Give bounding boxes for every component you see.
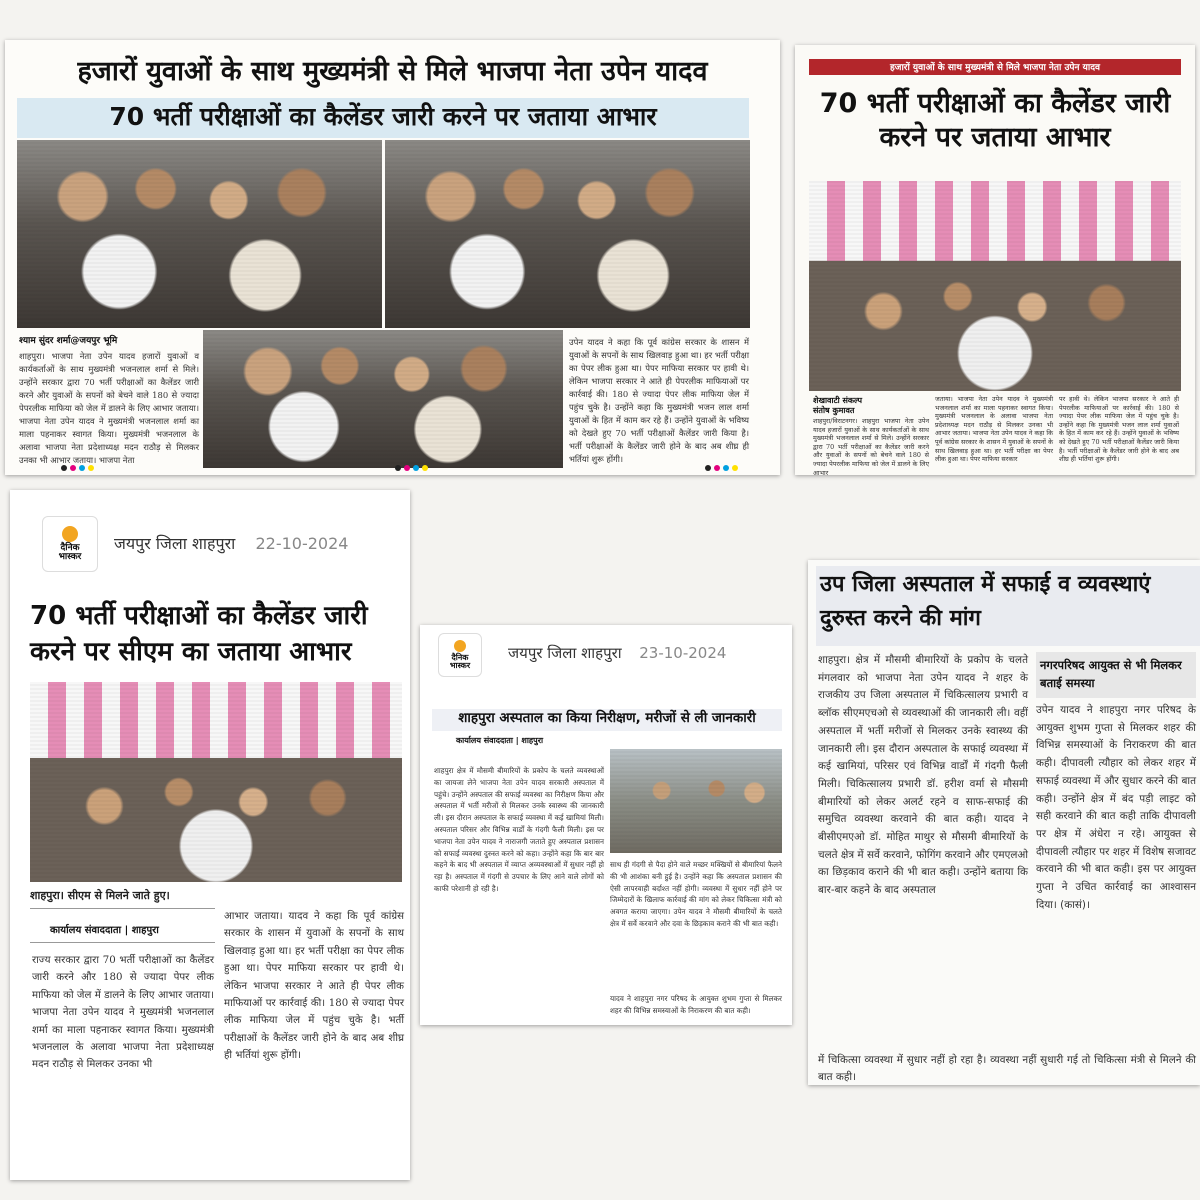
clipping-hospital-demand [808, 560, 1200, 1085]
clipping-bhaskar-23-oct [420, 625, 792, 1025]
clip3-bhaskar-logo [42, 516, 98, 572]
clip2-kicker: हजारों युवाओं के साथ मुख्यमंत्री से मिले भाजपा नेता उपेन यादव [889, 63, 1101, 73]
clip1-printers-marks [61, 465, 94, 471]
clip1-photo-bottom [203, 330, 563, 468]
clip3-caption: शाहपुरा। सीएम से मिलने जाते हुए। [30, 889, 170, 902]
clip5-headline: उप जिला अस्पताल में सफाई व व्यवस्थाएं दुरुस्त करने की मांग [820, 572, 1151, 632]
clip4-source: जयपुर जिला शाहपुरा [508, 644, 622, 662]
clip3-source-line [114, 532, 348, 554]
clip5-column-2b: में चिकित्सा व्यवस्था में सुधार नहीं हो रहा है। व्यवस्था नहीं सुधारी गई तो चिकित्सा मंत्री से मिलने की बात कही। [818, 1054, 1196, 1083]
clip2-byline-place: शेखावाटी संकल्प [813, 396, 862, 405]
clipping-bhaskar-22-oct [10, 490, 410, 1180]
clip5-column-1: शाहपुरा। क्षेत्र में मौसमी बीमारियों के प्रकोप के चलते मंगलवार को भाजपा नेता उपेन यादव ने शहर के राजकीय उप जिला अस्पताल में चिकित्सालय प्रभारी व ब्लॉक सीएमएचओ से व्यवस्थाओं की जानकारी ली। वहीं अस्पताल में भर्ती मरीजों से मिलकर उनके स्वास्थ्य की जानकारी ली। इस दौरान अस्पताल के सफाई व्यवस्था में कई खामियां, परिसर एवं विभिन्न वार्डों में गंदगी फैली मिली। चिकित्सालय प्रभारी डॉ. हरीश वर्मा से मौसमी बीमारियों को लेकर अलर्ट रहने व साफ-सफाई की समुचित व्यवस्था करवाने की बात कही। यादव ने बीसीएमएओ डॉ. मोहित माथुर से मौसमी बीमारियों के चलते क्षेत्र में सर्वे करवाने, फोगिंग करवाने और एमएलओ का छिड़काव कराने की भी बात कही। उन्होंने बताया कि बार-बार कहने के बाद अस्पताल [818, 654, 1028, 897]
clip2-photo [809, 181, 1181, 391]
clip4-column-2: साथ ही गंदगी से पैदा होने वाले मच्छर मक्खियों से बीमारियां फैलने की भी आशंका बनी हुई है। उन्होंने कहा कि अस्पताल प्रशासन की ऐसी लापरवाही बर्दाश्त नहीं होगी। व्यवस्था में सुधार नहीं होने पर जिम्मेदारों के खिलाफ कार्रवाई की मांग को लेकर चिकित्सा मंत्री को अवगत कराया जाएगा। उपेन यादव ने मौसमी बीमारियों के चलते क्षेत्र में सर्वे करवाने और दवा के छिड़काव कराने की भी बात कही। [610, 860, 782, 928]
clip3-rule [30, 908, 215, 909]
clip1-byline: श्याम सुंदर शर्मा@जयपुर भूमि [19, 336, 118, 346]
clip3-column-2: आभार जताया। यादव ने कहा कि पूर्व कांग्रेस सरकार के शासन में युवाओं के सपनों के साथ खिलवाड़ हुआ था। हर भर्ती परीक्षा का पेपर लीक हुआ था। पेपर माफिया सरकार पर हावी थे। लेकिन भाजपा सरकार ने आते ही पेपर लीक माफियाओं पर कार्रवाई की। 180 से ज्यादा पेपर लीक माफिया जेल में पहुंच चुके है। भर्ती परीक्षाओं के कैलेंडर जारी होने के बाद अब शीघ्र ही भर्तियां शुरू होंगी। [224, 911, 404, 1062]
clip1-subheadline: 70 भर्ती परीक्षाओं का कैलेंडर जारी करने पर जताया आभार [109, 102, 657, 131]
clip1-column-1: शाहपुरा। भाजपा नेता उपेन यादव हजारों युवाओं व कार्यकर्ताओं के साथ मुख्यमंत्री भजनलाल शर्मा से मिले। उन्होंने सरकार द्वारा 70 भर्ती परीक्षाओं का कैलेंडर जारी करने और युवाओं के सपनों को बेचने वाले 180 से ज्यादा पेपरलीक माफिया को जेल में डालने के लिए आभार जताया। भाजपा नेता उपेन यादव ने मुख्यमंत्री भजनलाल शर्मा का माला पहनाकर स्वागत किया। मुख्यमंत्री भजनलाल के अलावा भाजपा नेता प्रदेशाध्यक्ष मदन राठौड़ से मिलकर उनका भी आभार जताया। भाजपा नेता [19, 351, 199, 465]
clip2-headline: 70 भर्ती परीक्षाओं का कैलेंडर जारी करने पर जताया आभार [819, 88, 1171, 153]
clip4-date: 23-10-2024 [639, 644, 727, 662]
clip4-byline: कार्यालय संवाददाता | शाहपुरा [456, 736, 544, 745]
clip3-column-1: राज्य सरकार द्वारा 70 भर्ती परीक्षाओं का कैलेंडर जारी करने और 180 से ज्यादा पेपर लीक माफिया को जेल में डालने के लिए आभार जताया। भाजपा नेता उपेन यादव ने मुख्यमंत्री भजनलाल शर्मा का माला पहनाकर स्वागत किया। मुख्यमंत्री भजनलाल के अलावा भाजपा नेता प्रदेशाध्यक्ष मदन राठौड़ से मिलकर उनका भी [32, 955, 214, 1071]
clip2-byline-name: संतोष कुमावत [813, 406, 855, 415]
clip2-column-1: शाहपुरा/विराटनगर। शाहपुरा भाजपा नेता उपेन यादव हजारों युवाओं के साथ कार्यकर्ताओं के साथ मुख्यमंत्री भजनलाल शर्मा से मिले। उन्होंने सरकार द्वारा 70 भर्ती परीक्षाओं का कैलेंडर जारी करने और युवाओं के सपनों को बेचने वाले 180 से ज्यादा पेपरलीक माफिया को जेल में डालने के लिए आभार [813, 417, 929, 477]
clip4-headline: शाहपुरा अस्पताल का किया निरीक्षण, मरीजों से ली जानकारी [458, 710, 756, 726]
clip5-subhead: नगरपरिषद आयुक्त से भी मिलकर बताई समस्या [1040, 658, 1182, 691]
bhaskar-sun-icon [454, 640, 466, 652]
clip3-headline: 70 भर्ती परीक्षाओं का कैलेंडर जारी करने पर सीएम का जताया आभार [30, 601, 368, 668]
clip4-logo-text: दैनिक भास्कर [449, 652, 471, 670]
clip4-column-1: शाहपुरा क्षेत्र में मौसमी बीमारियों के प्रकोप के चलते व्यवस्थाओं का जायजा लेने भाजपा नेता उपेन यादव सरकारी अस्पताल में पहुंचे। उन्होंने अस्पताल की सफाई व्यवस्था का निरीक्षण किया और अस्पताल में भर्ती मरीजों से मिलकर उनके स्वास्थ्य की जानकारी ली। इस दौरान अस्पताल के सफाई व्यवस्था में कई खामियां मिली। अस्पताल परिसर और विभिन्न वार्डों के गंदगी फैली मिली। इस पर भाजपा नेता उपेन यादव ने नाराजगी जताते हुए अस्पताल प्रशासन को सफाई व्यवस्था दुरुस्त करने को कहा। उन्होंने कहा कि बार बार कहने के बाद भी अस्पताल में व्याप्त अव्यवस्थाओं में सुधार नहीं हो रहा है। अस्पताल में गंदगी से उपचार के लिए आने वाले लोगों को काफी परेशानी हो रही है। [434, 766, 604, 893]
clip2-column-2: जताया। भाजपा नेता उपेन यादव ने मुख्यमंत्री भजनलाल शर्मा का माला पहनाकर स्वागत किया। मुख्यमंत्री भजनलाल के अलावा भाजपा नेता प्रदेशाध्यक्ष मदन राठौड़ से मिलकर उनका भी आभार जताया। भाजपा नेता उपेन यादव ने कहा कि पूर्व कांग्रेस सरकार के शासन में युवाओं के सपनों के साथ खिलवाड़ हुआ था। हर भर्ती परीक्षा का पेपर लीक हुआ था। पेपर माफिया सरकार [935, 395, 1053, 464]
clip3-logo-text: दैनिक भास्कर [58, 542, 82, 562]
clip3-photo [30, 682, 402, 882]
clip1-photo-left [17, 140, 382, 328]
clipping-jaipur-bhoomi [5, 40, 780, 475]
clip4-photo [610, 749, 782, 853]
clip2-column-3: पर हावी थे। लेकिन भाजपा सरकार ने आते ही पेपरलीक माफियाओं पर कार्रवाई की। 180 से ज्यादा पेपर लीक माफिया जेल में पहुंच चुके है। उन्होंने कहा कि मुख्यमंत्री भजन लाल शर्मा युवाओं के हित में काम कर रहे हैं। उन्होंने युवाओं के भविष्य को देखते हुए 70 भर्ती परीक्षाओं कैलेंडर जारी किया है। भर्ती परीक्षाओं के कैलेंडर जारी होने के बाद अब शीघ्र ही भर्तियां शुरू होंगी। [1059, 395, 1179, 464]
clip4-bhaskar-logo [438, 633, 482, 677]
clip3-byline: कार्यालय संवाददाता | शाहपुरा [50, 925, 159, 936]
bhaskar-sun-icon [62, 526, 78, 542]
clipping-shekhawati-sankalp [795, 45, 1195, 475]
clip1-headline: हजारों युवाओं के साथ मुख्यमंत्री से मिले भाजपा नेता उपेन यादव [77, 56, 708, 87]
clip3-source: जयपुर जिला शाहपुरा [114, 534, 236, 553]
clip1-printers-marks-2 [395, 465, 428, 471]
clip1-photo-right [385, 140, 750, 328]
clip4-source-line [508, 643, 726, 663]
clip3-rule-2 [30, 942, 215, 943]
clip1-column-2: उपेन यादव ने कहा कि पूर्व कांग्रेस सरकार के शासन में युवाओं के सपनों के साथ खिलवाड़ हुआ था। हर भर्ती परीक्षा का पेपर लीक हुआ था। पेपर माफिया सरकार पर हावी थे। लेकिन भाजपा सरकार ने आते ही पेपरलीक माफियाओं पर कार्रवाई की। 180 से ज्यादा पेपर लीक माफिया जेल में पहुंच चुके है। उन्होंने कहा कि मुख्यमंत्री भजन लाल शर्मा युवाओं के हित में काम कर रहे हैं। उन्होंने युवाओं के भविष्य को देखते हुए 70 भर्ती परीक्षाओं कैलेंडर जारी किया है। भर्ती परीक्षाओं के कैलेंडर जारी होने के बाद अब शीघ्र ही भर्तियां शुरू होंगी। [569, 337, 749, 464]
clip5-column-2: उपेन यादव ने शाहपुरा नगर परिषद के आयुक्त शुभम गुप्ता से मिलकर शहर की विभिन्न समस्याओं के निराकरण की बात कही। दीपावली त्यौहार को लेकर शहर में सफाई व्यवस्था में और सुधार करने की बात कही। उन्होंने क्षेत्र में बंद पड़ी लाइट को सही करवाने की बात कही ताकि दीपावली पर क्षेत्र में अंधेरा न रहे। आयुक्त से दीपावली त्यौहार पर शहर में विशेष सजावट करवाने की भी बात कही। इस पर आयुक्त गुप्ता ने उचित कार्रवाई का आश्वासन दिया। (कासं)। [1036, 704, 1196, 911]
clip3-date: 22-10-2024 [255, 534, 349, 553]
clip1-printers-marks-3 [705, 465, 738, 471]
clip4-column-2b: यादव ने शाहपुरा नगर परिषद के आयुक्त शुभम गुप्ता से मिलकर शहर की विभिन्न समस्याओं के निराकरण की बात कही। [610, 994, 782, 1015]
